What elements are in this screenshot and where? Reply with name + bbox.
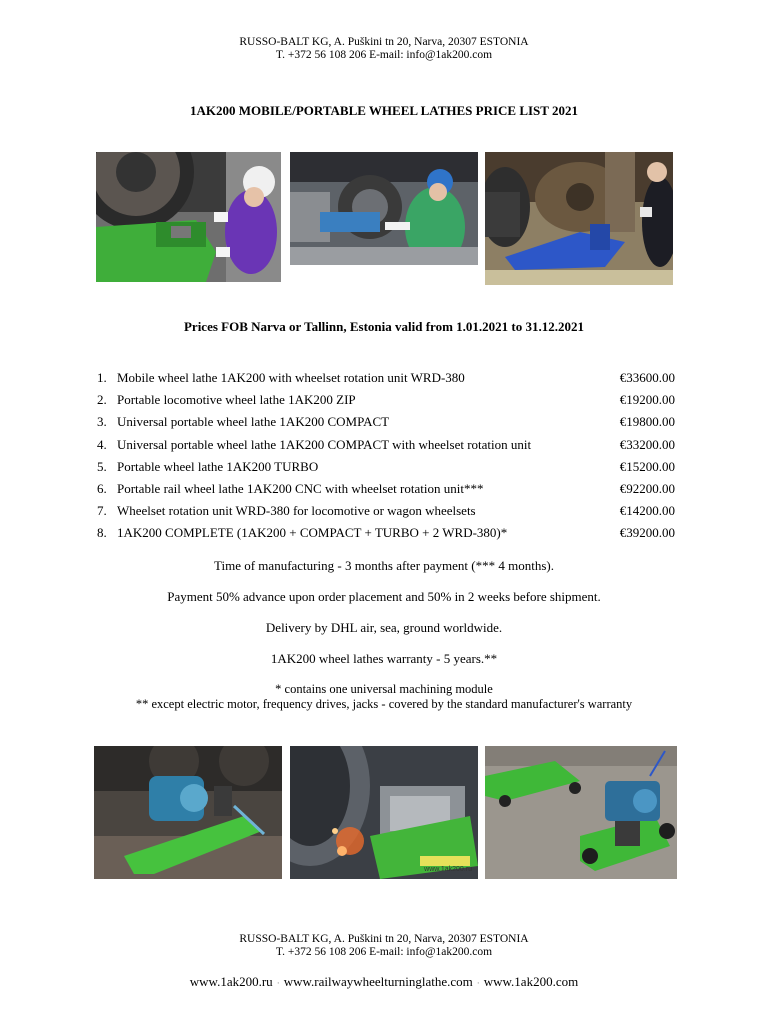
item-price: €33600.00 bbox=[619, 370, 675, 386]
footnote-double-star: ** except electric motor, frequency drives, jacks - covered by the standard manufacturer's warranty bbox=[135, 697, 633, 711]
list-item bbox=[97, 434, 675, 456]
footnote-single-star: * contains one universal machining module bbox=[275, 682, 493, 696]
item-number: 7. bbox=[97, 503, 107, 519]
list-item bbox=[97, 367, 675, 389]
item-number: 6. bbox=[97, 481, 107, 497]
item-price: €19200.00 bbox=[619, 392, 675, 408]
list-item bbox=[97, 522, 675, 544]
footer-links bbox=[0, 974, 768, 990]
item-price: €15200.00 bbox=[619, 458, 675, 474]
item-description: Portable rail wheel lathe 1AK200 CNC with wheelset rotation unit*** bbox=[117, 481, 484, 497]
delivery-note: Delivery by DHL air, sea, ground worldwide. bbox=[265, 620, 503, 635]
list-item bbox=[97, 478, 675, 500]
photo-cutting-sparks bbox=[290, 746, 478, 879]
list-item bbox=[97, 411, 675, 433]
warranty-note: 1AK200 wheel lathes warranty - 5 years.** bbox=[270, 651, 498, 666]
photo-rotation-unit-jack bbox=[485, 152, 673, 285]
page-title: 1AK200 MOBILE/PORTABLE WHEEL LATHES PRICE LIST 2021 bbox=[190, 103, 578, 118]
item-description: Portable locomotive wheel lathe 1AK200 ZIP bbox=[117, 392, 356, 408]
photo-caption: www.1ak200.ru bbox=[424, 866, 472, 873]
link-1ak200-com[interactable]: www.1ak200.com bbox=[483, 974, 579, 989]
item-description: Mobile wheel lathe 1AK200 with wheelset rotation unit WRD-380 bbox=[117, 370, 465, 386]
item-price: €14200.00 bbox=[619, 503, 675, 519]
item-number: 8. bbox=[97, 525, 107, 541]
photo-worker-underframe bbox=[290, 152, 478, 265]
link-railwaywheelturninglathe[interactable]: www.railwaywheelturninglathe.com bbox=[283, 974, 473, 989]
item-number: 3. bbox=[97, 414, 107, 430]
item-description: Wheelset rotation unit WRD-380 for locomotive or wagon wheelsets bbox=[117, 503, 476, 519]
item-price: €19800.00 bbox=[619, 414, 675, 430]
validity-subtitle: Prices FOB Narva or Tallinn, Estonia valid from 1.01.2021 to 31.12.2021 bbox=[183, 319, 584, 334]
item-number: 2. bbox=[97, 392, 107, 408]
item-number: 1. bbox=[97, 370, 107, 386]
header-contact: T. +372 56 108 206 E-mail: info@1ak200.com bbox=[275, 49, 493, 61]
list-item bbox=[97, 389, 675, 411]
item-description: Portable wheel lathe 1AK200 TURBO bbox=[117, 458, 319, 474]
link-separator: · bbox=[476, 978, 480, 988]
item-price: €92200.00 bbox=[619, 481, 675, 497]
item-number: 5. bbox=[97, 458, 107, 474]
list-item bbox=[97, 456, 675, 478]
item-description: 1AK200 COMPLETE (1AK200 + COMPACT + TURBO + 2 WRD-380)* bbox=[117, 525, 508, 541]
link-1ak200-ru[interactable]: www.1ak200.ru bbox=[189, 974, 273, 989]
photo-lathe-with-motor bbox=[94, 746, 282, 879]
footer-contact: T. +372 56 108 206 E-mail: info@1ak200.com bbox=[275, 946, 493, 958]
photo-portable-lathes-outdoor bbox=[485, 746, 677, 879]
payment-note: Payment 50% advance upon order placement and 50% in 2 weeks before shipment. bbox=[167, 589, 601, 604]
header-address: RUSSO-BALT KG, A. Puškini tn 20, Narva, 20307 ESTONIA bbox=[239, 36, 529, 48]
item-number: 4. bbox=[97, 436, 107, 452]
footer-address: RUSSO-BALT KG, A. Puškini tn 20, Narva, 20307 ESTONIA bbox=[239, 933, 529, 945]
photo-lathe-on-wheel bbox=[96, 152, 281, 282]
manufacturing-note: Time of manufacturing - 3 months after payment (*** 4 months). bbox=[214, 558, 554, 573]
item-description: Universal portable wheel lathe 1AK200 COMPACT bbox=[117, 414, 390, 430]
item-description: Universal portable wheel lathe 1AK200 COMPACT with wheelset rotation unit bbox=[117, 436, 532, 452]
item-price: €39200.00 bbox=[619, 525, 675, 541]
price-list bbox=[97, 367, 675, 545]
item-price: €33200.00 bbox=[619, 436, 675, 452]
link-separator: · bbox=[276, 978, 280, 988]
list-item bbox=[97, 500, 675, 522]
